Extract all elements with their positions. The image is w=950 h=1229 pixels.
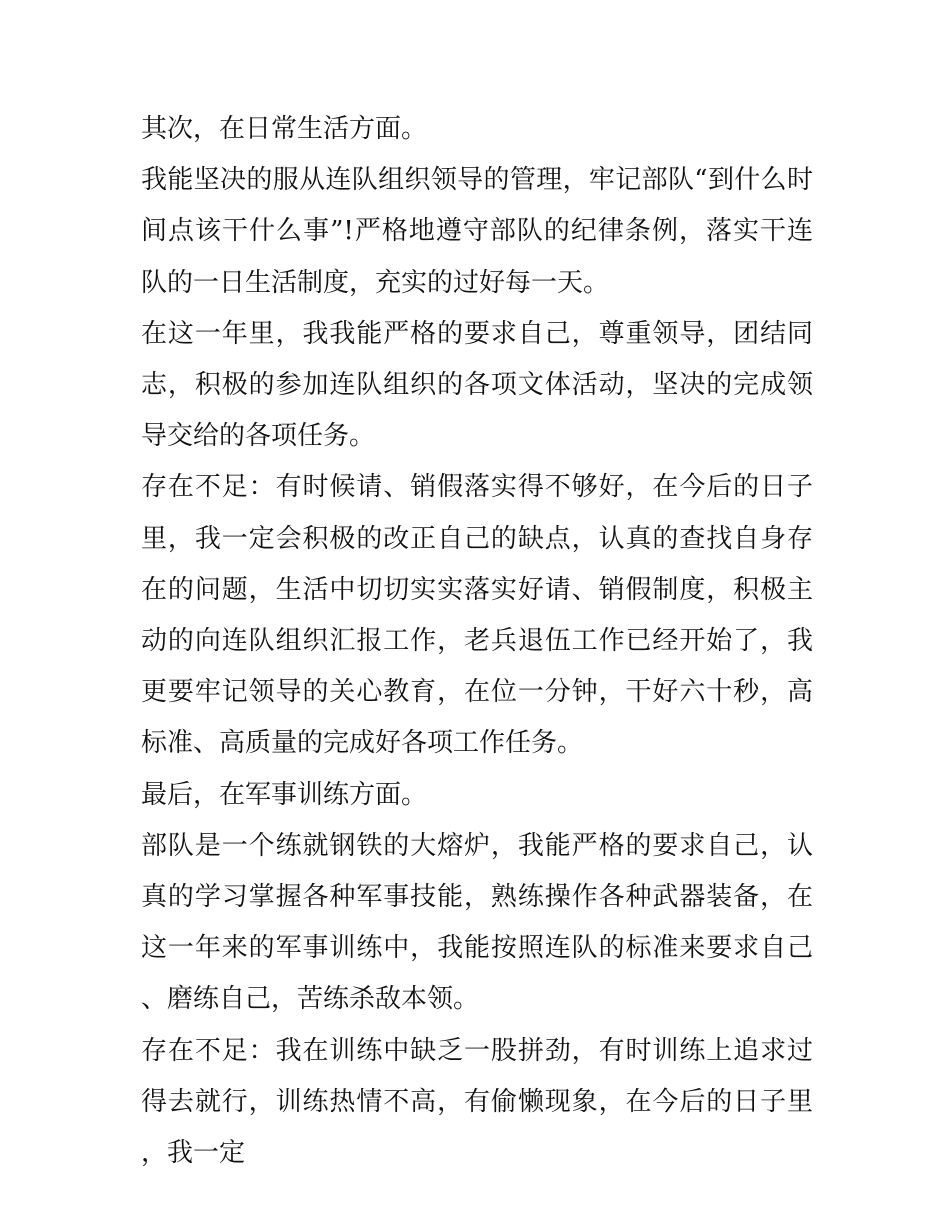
paragraph-this-year: 在这一年里，我我能严格的要求自己，尊重领导，团结同志，积极的参加连队组织的各项文体活动，坚决的完成领导交给的各项任务。 [141, 318, 813, 452]
paragraph-obey-management: 我能坚决的服从连队组织领导的管理，牢记部队“到什么时间点该干什么事”!严格地遵守部队的纪律条例，落实干连队的一日生活制度，充实的过好每一天。 [141, 165, 813, 298]
paragraph-training-furnace: 部队是一个练就钢铁的大熔炉，我能严格的要求自己，认真的学习掌握各种军事技能，熟练操作各种武器装备，在这一年来的军事训练中，我能按照连队的标准来要求自己、磨练自己，苦练杀敌本领。 [141, 830, 813, 1015]
paragraph-shortcomings-training: 存在不足：我在训练中缺乏一股拼劲，有时训练上追求过得去就行，训练热情不高，有偷懒现象，在今后的日子里，我一定 [141, 1035, 813, 1169]
paragraph-shortcomings-leave: 存在不足：有时候请、销假落实得不够好，在今后的日子里，我一定会积极的改正自己的缺点，认真的查找自身存在的问题，生活中切切实实落实好请、销假制度，积极主动的向连队组织汇报工作，老兵退伍工作已经开始了，我更要牢记领导的关心教育，在位一分钟，干好六十秒，高标准、高质量的完成好各项工作任务。 [141, 472, 813, 759]
paragraph-daily-life-heading: 其次，在日常生活方面。 [141, 114, 428, 144]
paragraph-military-training-heading: 最后，在军事训练方面。 [141, 779, 428, 810]
document-body [141, 104, 813, 1179]
